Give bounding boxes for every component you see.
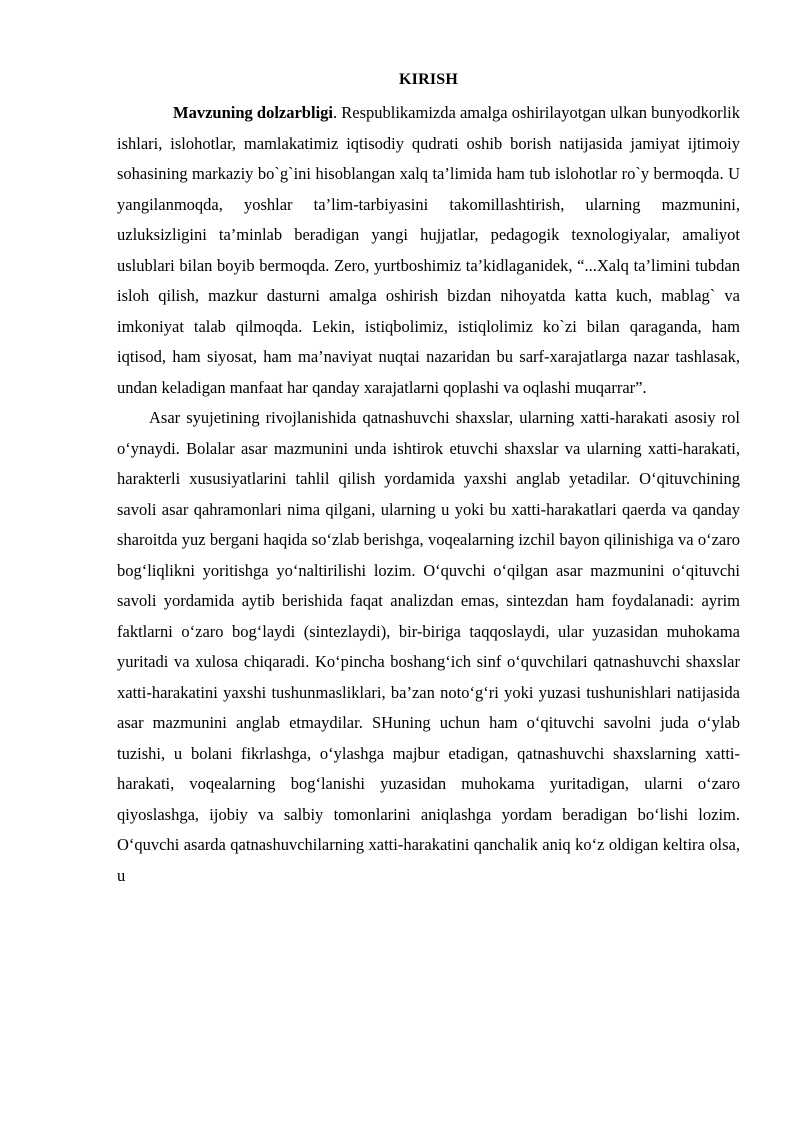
document-title: KIRISH [399,71,458,88]
paragraph-lead-heading: Mavzuning dolzarbligi [173,103,333,122]
paragraph-plot-characters: Asar syujetining rivojlanishida qatnashuvchi shaxslar, ularning xatti-harakati asosiy rol o‘ynaydi. Bolalar asar mazmunini unda ishtirok etuvchi shaxslar va ularning xatti-harakati, harakterli xususiyatlarini tahlil qilish yordamida yaxshi anglab yetadilar. O‘qituvchining savoli asar qahramonlari nima qilgani, ularning u yoki bu xatti-harakatlari qaerda va qanday sharoitda yuz bergani haqida so‘zlab berishga, voqealarning izchil bayon qilinishiga va o‘zaro bog‘liqlikni yoritishga yo‘naltirilishi lozim. O‘quvchi o‘qilgan asar mazmunini o‘qituvchi savoli yordamida aytib berishida faqat analizdan emas, sintezdan ham foydalanadi: ayrim faktlarni o‘zaro bog‘laydi (sintezlaydi), bir-biriga taqqoslaydi, ular yuzasidan muhokama yuritadi va xulosa chiqaradi. Ko‘pincha boshang‘ich sinf o‘quvchilari qatnashuvchi shaxslar xatti-harakatini yaxshi tushunmasliklari, ba’zan noto‘g‘ri yoki yuzasi tushunishlari natijasida asar mazmunini anglab etmaydilar. SHuning uchun ham o‘qituvchi savolni juda o‘ylab tuzishi, u bolani fikrlashga, o‘ylashga majbur etadigan, qatnashuvchi shaxslarning xatti-harakati, voqealarning bog‘lanishi yuzasidan muhokama yuritadigan, ularni o‘zaro qiyoslashga, ijobiy va salbiy tomonlarini aniqlashga yordam beradigan bo‘lishi lozim. O‘quvchi asarda qatnashuvchilarning xatti-harakatini qanchalik aniq ko‘z oldigan keltira olsa, u [117,408,740,885]
paragraph-relevance [117,98,740,403]
paragraph-relevance-text: Respublikamizda amalga oshirilayotgan ulkan bunyodkorlik ishlari, islohotlar, mamlakatimiz iqtisodiy qudrati oshib borish natijasida jamiyat ijtimoiy sohasining markaziy bo`g`ini hisoblangan xalq ta’limida ham tub islohotlar ro`y bermoqda. U yangilanmoqda, yoshlar ta’lim-tarbiyasini takomillashtirish, ularning mazmunini, uzluksizligini ta’minlab beradigan yangi hujjatlar, pedagogik texnologiyalar, amaliyot uslublari bilan boyib bermoqda. Zero, yurtboshimiz ta’kidlaganidek, “...Xalq ta’limini tubdan isloh qilish, mazkur dasturni amalga oshirish bizdan nihoyatda katta kuch, mablag` va imkoniyat talab qilmoqda. Lekin, istiqbolimiz, istiqlolimiz ko`zi bilan qaraganda, ham iqtisod, ham siyosat, ham ma’naviyat nuqtai nazaridan bu sarf-xarajatlarga nazar tashlasak, undan keladigan manfaat har qanday xarajatlarni qoplashi va oqlashi muqarrar”. [117,103,740,397]
document-page [117,70,740,891]
paragraph-lead-punct: . [333,103,338,122]
